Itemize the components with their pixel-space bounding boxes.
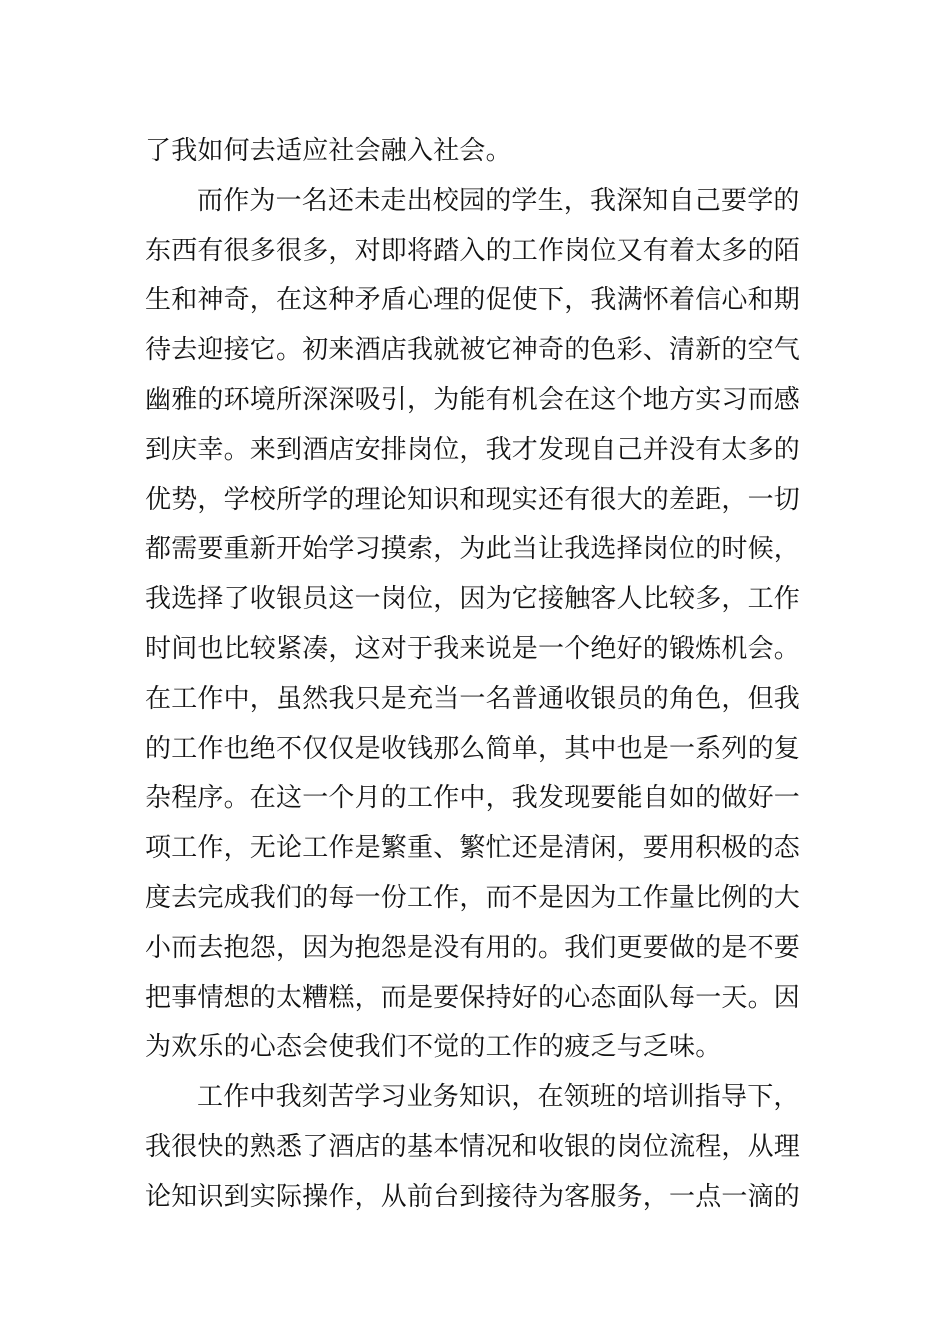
text-line: 幽雅的环境所深深吸引，为能有机会在这个地方实习而感 — [145, 384, 801, 415]
text-line: 我选择了收银员这一岗位，因为它接触客人比较多，工作 — [145, 584, 801, 615]
text-line: 东西有很多很多，对即将踏入的工作岗位又有着太多的陌 — [145, 235, 801, 266]
body-text — [145, 127, 815, 1223]
text-line: 在工作中，虽然我只是充当一名普通收银员的角色，但我 — [145, 683, 801, 714]
text-line: 论知识到实际操作，从前台到接待为客服务，一点一滴的 — [145, 1181, 801, 1212]
text-line: 都需要重新开始学习摸索，为此当让我选择岗位的时候， — [145, 534, 801, 565]
paragraph-start-line: 工作中我刻苦学习业务知识，在领班的培训指导下， — [197, 1082, 800, 1113]
text-line: 待去迎接它。初来酒店我就被它神奇的色彩、清新的空气 — [145, 335, 801, 366]
text-line: 杂程序。在这一个月的工作中，我发现要能自如的做好一 — [145, 783, 801, 814]
text-line: 优势，学校所学的理论知识和现实还有很大的差距，一切 — [145, 484, 801, 515]
paragraph-start-line: 而作为一名还未走出校园的学生，我深知自己要学的 — [197, 185, 800, 216]
text-line: 的工作也绝不仅仅是收钱那么简单，其中也是一系列的复 — [145, 733, 801, 764]
text-line: 把事情想的太糟糕，而是要保持好的心态面队每一天。因 — [145, 982, 801, 1013]
text-line: 我很快的熟悉了酒店的基本情况和收银的岗位流程，从理 — [145, 1131, 801, 1162]
text-line: 为欢乐的心态会使我们不觉的工作的疲乏与乏味。 — [145, 1032, 722, 1063]
text-line: 了我如何去适应社会融入社会。 — [145, 136, 512, 166]
text-line: 小而去抱怨，因为抱怨是没有用的。我们更要做的是不要 — [145, 932, 801, 963]
text-line: 度去完成我们的每一份工作，而不是因为工作量比例的大 — [145, 882, 801, 913]
text-line: 生和神奇，在这种矛盾心理的促使下，我满怀着信心和期 — [145, 285, 801, 316]
text-line: 到庆幸。来到酒店安排岗位，我才发现自己并没有太多的 — [145, 434, 801, 465]
text-line: 时间也比较紧凑，这对于我来说是一个绝好的锻炼机会。 — [145, 633, 801, 664]
text-line: 项工作，无论工作是繁重、繁忙还是清闲，要用积极的态 — [145, 833, 801, 864]
